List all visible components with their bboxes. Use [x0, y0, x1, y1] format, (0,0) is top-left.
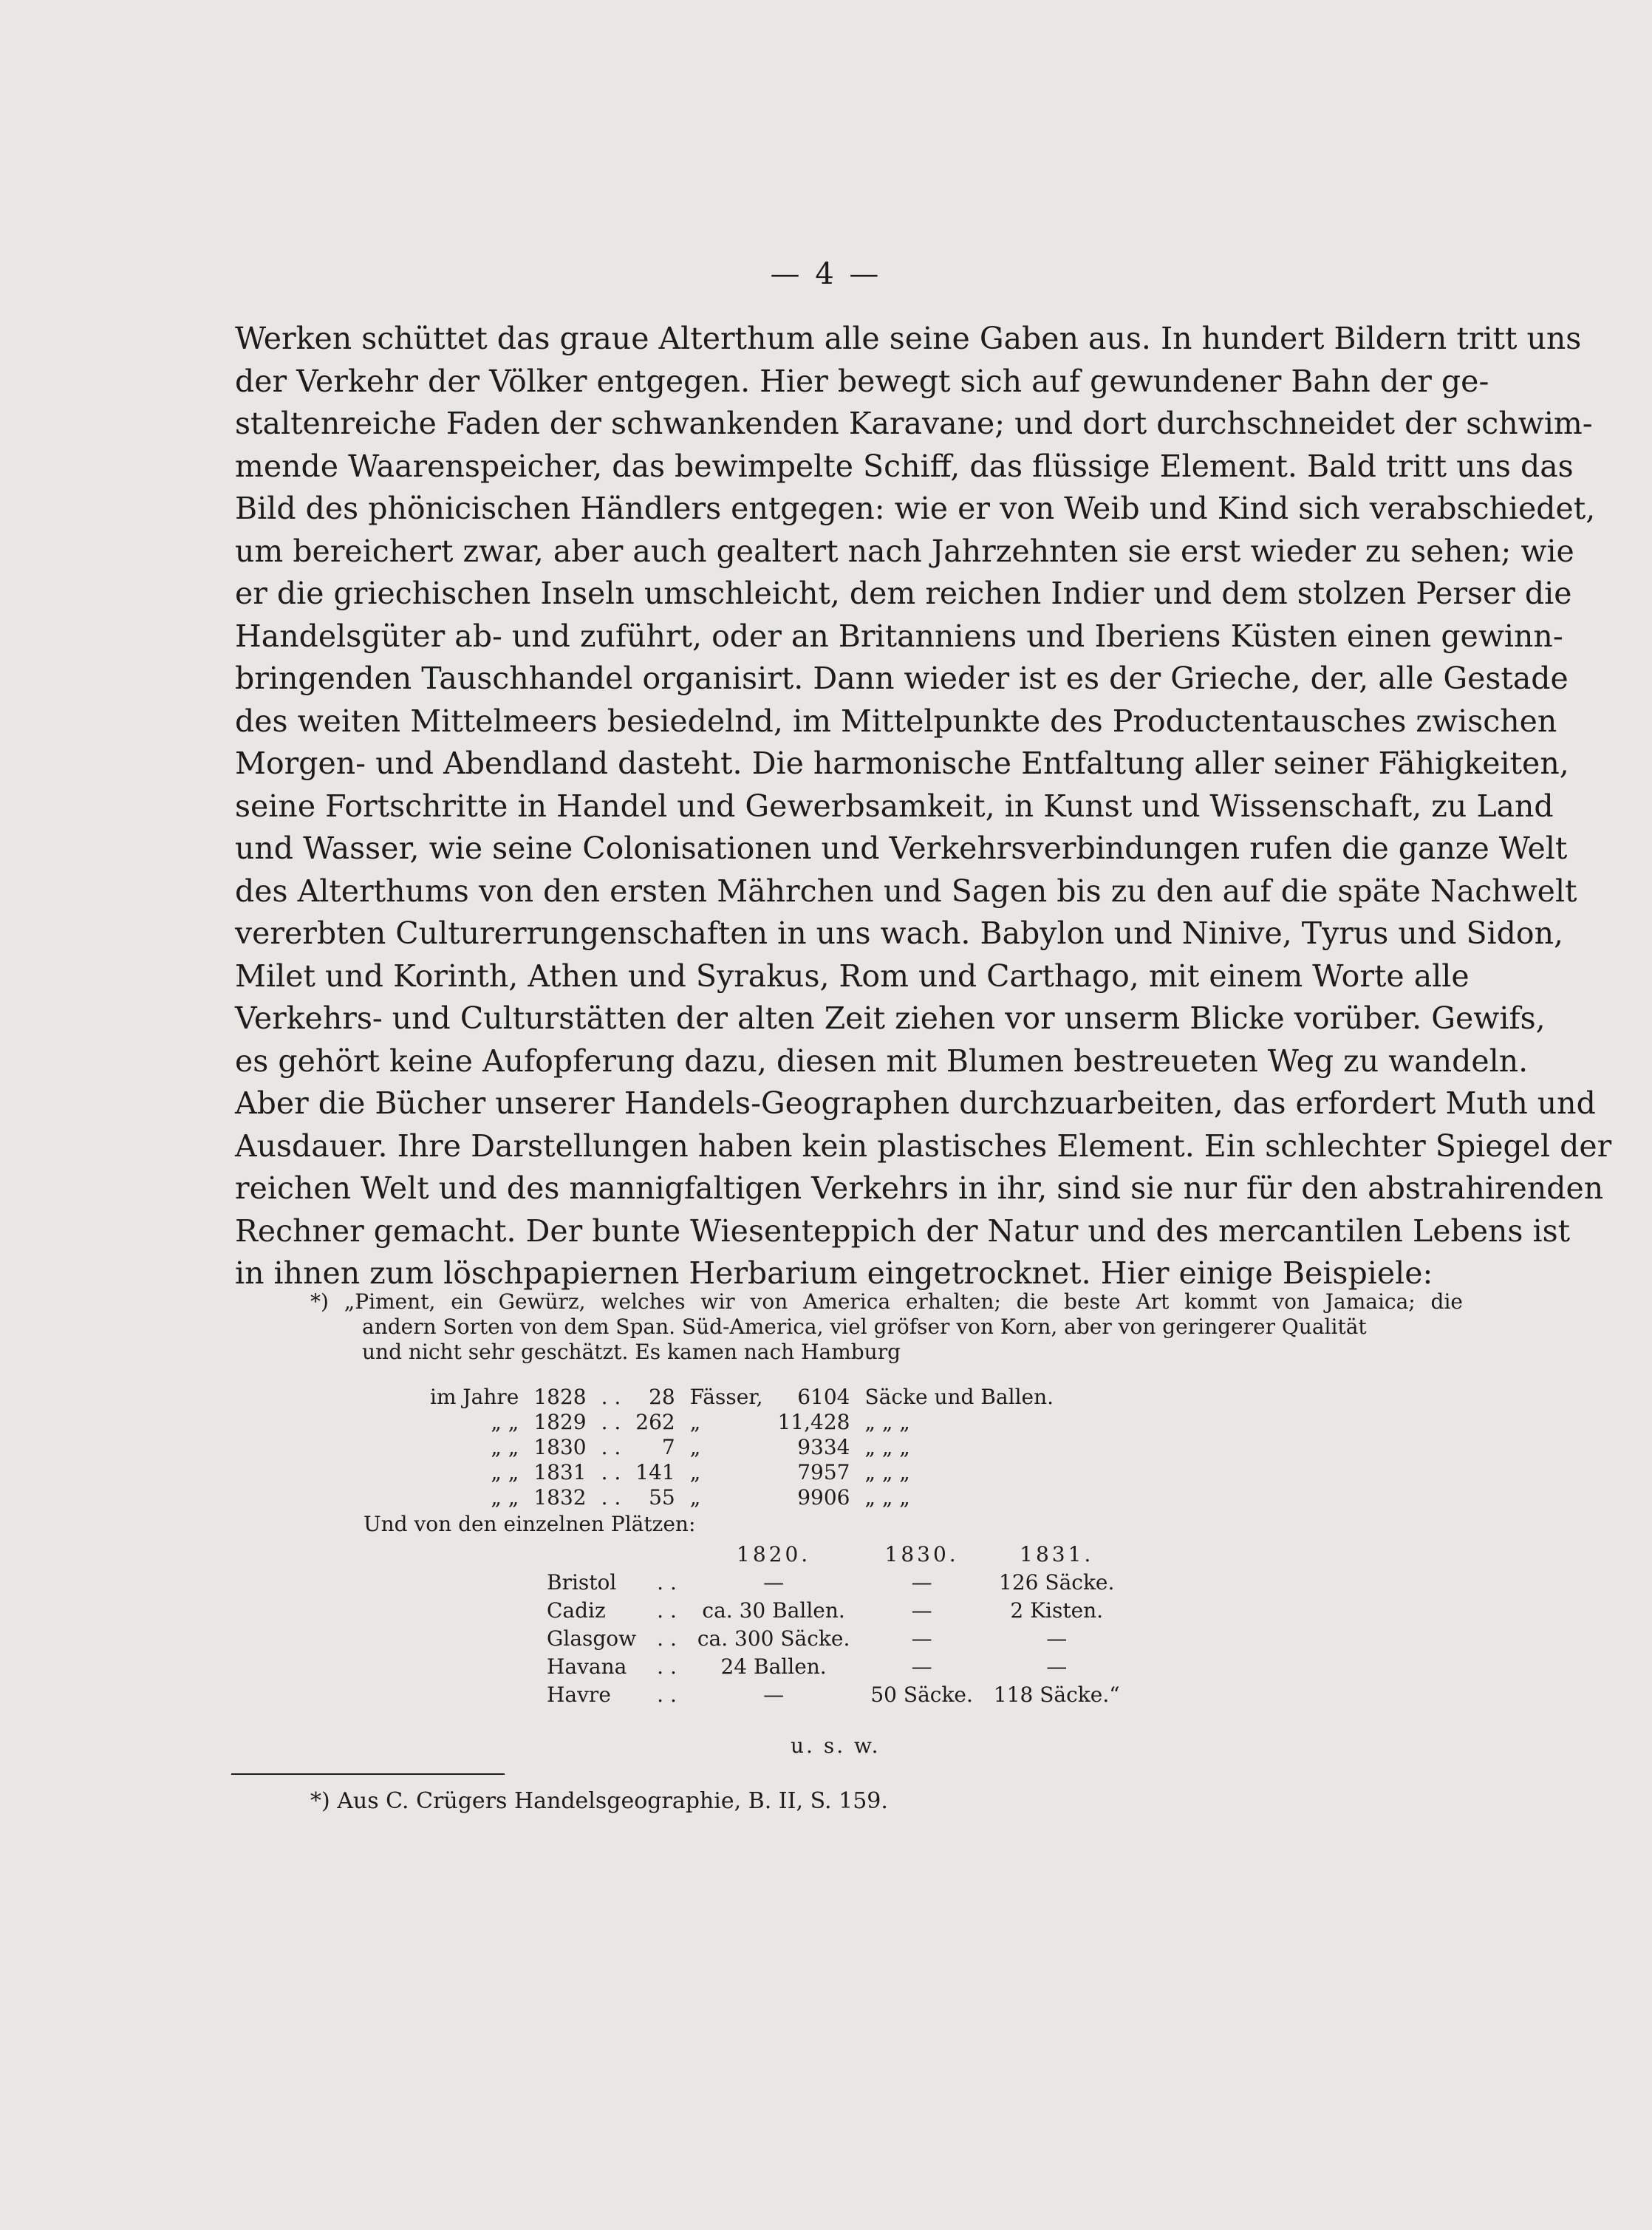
leader-dots: . .: [657, 1569, 677, 1595]
year-prefix: „ „: [491, 1409, 519, 1434]
quote-line: *) „Piment, ein Gewürz, welches wir von America erhalten; die beste Art kommt von Jamaica; die: [310, 1289, 1463, 1314]
value-1820: ca. 30 Ballen.: [702, 1598, 845, 1623]
value-1820: ca. 300 Säcke.: [697, 1626, 850, 1651]
column-header: 1820.: [737, 1541, 811, 1566]
place-name: Havre: [547, 1682, 611, 1707]
leader-dots: . .: [657, 1654, 677, 1679]
body-line: Werken schüttet das graue Alterthum alle seine Gaben aus. In hundert Bildern tritt uns: [235, 321, 1582, 356]
value-1831: 118 Säcke.“: [993, 1682, 1120, 1707]
body-line: Handelsgüter ab- und zuführt, oder an Britanniens und Iberiens Küsten einen gewinn-: [235, 618, 1563, 654]
place-name: Havana: [547, 1654, 627, 1679]
body-line: mende Waarenspeicher, das bewimpelte Schiff, das flüssige Element. Bald tritt uns das: [235, 448, 1574, 484]
body-paragraph: [235, 318, 1612, 1295]
leader-dots: . .: [601, 1459, 621, 1484]
year: 1831: [533, 1459, 587, 1484]
casks-unit: Fässer,: [689, 1384, 763, 1409]
body-line: Milet und Korinth, Athen und Syrakus, Rom und Carthago, mit einem Worte alle: [235, 958, 1470, 994]
body-line: in ihnen zum löschpapiernen Herbarium eingetrocknet. Hier einige Beispiele:: [235, 1255, 1433, 1291]
value-1831: —: [1046, 1626, 1068, 1651]
value-1830: —: [911, 1598, 932, 1623]
quote-line: andern Sorten von dem Span. Süd-America, viel gröfser von Korn, aber von geringerer Qualität: [362, 1315, 1367, 1339]
table-row: [423, 1484, 1061, 1510]
value-1830: —: [911, 1654, 932, 1679]
etcetera: u. s. w.: [791, 1733, 881, 1758]
leader-dots: . .: [601, 1384, 621, 1409]
body-line: reichen Welt und des mannigfaltigen Verkehrs in ihr, sind sie nur für den abstrahirenden: [235, 1170, 1604, 1206]
sacks-unit: „ „ „: [864, 1459, 910, 1484]
table-row: [547, 1652, 1130, 1680]
leader-dots: . .: [601, 1434, 621, 1459]
places-table: [547, 1540, 1130, 1708]
sacks-count: 9334: [797, 1434, 850, 1459]
table-row: [423, 1434, 1061, 1459]
value-1831: 2 Kisten.: [1010, 1598, 1104, 1623]
table-row: [547, 1568, 1130, 1596]
year-prefix: im Jahre: [430, 1384, 519, 1409]
leader-dots: . .: [657, 1682, 677, 1707]
casks-count: 262: [635, 1409, 675, 1434]
year: 1832: [533, 1484, 587, 1510]
year-prefix: „ „: [491, 1484, 519, 1510]
casks-unit: „: [689, 1484, 701, 1510]
table-row: [423, 1384, 1061, 1409]
sacks-unit: „ „ „: [864, 1434, 910, 1459]
body-line: und Wasser, wie seine Colonisationen und Verkehrsverbindungen rufen die ganze Welt: [235, 831, 1568, 866]
value-1830: —: [911, 1626, 932, 1651]
body-line: vererbten Culturerrungenschaften in uns wach. Babylon und Ninive, Tyrus und Sidon,: [235, 915, 1564, 951]
table-row: [547, 1596, 1130, 1624]
place-name: Glasgow: [547, 1626, 637, 1651]
year-prefix: „ „: [491, 1459, 519, 1484]
value-1831: 126 Säcke.: [999, 1569, 1115, 1595]
quoted-note: [310, 1289, 1463, 1365]
casks-count: 141: [635, 1459, 675, 1484]
value-1830: 50 Säcke.: [870, 1682, 973, 1707]
value-1820: —: [763, 1682, 785, 1707]
value-1830: —: [911, 1569, 932, 1595]
casks-unit: „: [689, 1409, 701, 1434]
body-line: der Verkehr der Völker entgegen. Hier bewegt sich auf gewundener Bahn der ge-: [235, 363, 1489, 399]
body-line: Rechner gemacht. Der bunte Wiesenteppich der Natur und des mercantilen Lebens ist: [235, 1213, 1571, 1249]
value-1820: 24 Ballen.: [720, 1654, 827, 1679]
body-line: des Alterthums von den ersten Mährchen und Sagen bis zu den auf die späte Nachwelt: [235, 873, 1577, 909]
places-intro: Und von den einzelnen Plätzen:: [363, 1512, 696, 1536]
quote-line: und nicht sehr geschätzt. Es kamen nach Hamburg: [362, 1340, 901, 1364]
year: 1829: [533, 1409, 587, 1434]
body-line: Morgen- und Abendland dasteht. Die harmonische Entfaltung aller seiner Fähigkeiten,: [235, 746, 1569, 781]
body-line: um bereichert zwar, aber auch gealtert nach Jahrzehnten sie erst wieder zu sehen; wie: [235, 533, 1574, 569]
year: 1828: [533, 1384, 587, 1409]
table-row: [547, 1624, 1130, 1652]
body-line: Ausdauer. Ihre Darstellungen haben kein plastisches Element. Ein schlechter Spiegel der: [235, 1128, 1612, 1164]
casks-count: 28: [649, 1384, 675, 1409]
place-name: Bristol: [547, 1569, 617, 1595]
place-name: Cadiz: [547, 1598, 606, 1623]
leader-dots: . .: [657, 1626, 677, 1651]
body-line: seine Fortschritte in Handel und Gewerbsamkeit, in Kunst und Wissenschaft, zu Land: [235, 788, 1554, 824]
leader-dots: . .: [601, 1484, 621, 1510]
body-line: Bild des phönicischen Händlers entgegen: wie er von Weib und Kind sich verabschiedet,: [235, 491, 1596, 526]
sacks-unit: Säcke und Ballen.: [864, 1384, 1054, 1409]
value-1831: —: [1046, 1654, 1068, 1679]
table-header-row: [547, 1540, 1130, 1568]
header-spacer: [547, 1540, 646, 1568]
table-row: [423, 1409, 1061, 1434]
leader-dots: . .: [601, 1409, 621, 1434]
table-row: [423, 1459, 1061, 1484]
body-line: es gehört keine Aufopferung dazu, diesen mit Blumen bestreueten Weg zu wandeln.: [235, 1043, 1529, 1079]
value-1820: —: [763, 1569, 785, 1595]
column-header: 1830.: [884, 1541, 959, 1566]
sacks-unit: „ „ „: [864, 1484, 910, 1510]
body-line: er die griechischen Inseln umschleicht, dem reichen Indier und dem stolzen Perser die: [235, 576, 1572, 611]
sacks-count: 7957: [797, 1459, 850, 1484]
footnote-rule: [231, 1773, 505, 1775]
casks-count: 55: [649, 1484, 675, 1510]
body-line: Verkehrs- und Culturstätten der alten Zeit ziehen vor unserm Blicke vorüber. Gewifs,: [235, 1000, 1546, 1036]
body-line: des weiten Mittelmeers besiedelnd, im Mittelpunkte des Productentausches zwischen: [235, 703, 1557, 739]
sacks-count: 11,428: [777, 1409, 850, 1434]
year: 1830: [533, 1434, 587, 1459]
header-spacer: [646, 1540, 687, 1568]
leader-dots: . .: [657, 1598, 677, 1623]
page-number: — 4 —: [770, 257, 882, 291]
sacks-unit: „ „ „: [864, 1409, 910, 1434]
casks-unit: „: [689, 1434, 701, 1459]
body-line: Aber die Bücher unserer Handels-Geographen durchzuarbeiten, das erfordert Muth und: [235, 1085, 1596, 1121]
footnote: *) Aus C. Crügers Handelsgeographie, B. II, S. 159.: [310, 1788, 888, 1814]
body-line: bringenden Tauschhandel organisirt. Dann wieder ist es der Grieche, der, alle Gestade: [235, 661, 1569, 696]
year-prefix: „ „: [491, 1434, 519, 1459]
body-line: staltenreiche Faden der schwankenden Karavane; und dort durchschneidet der schwim-: [235, 406, 1593, 441]
table-row: [547, 1680, 1130, 1708]
hamburg-import-table: [423, 1384, 1061, 1510]
sacks-count: 9906: [797, 1484, 850, 1510]
casks-count: 7: [661, 1434, 675, 1459]
sacks-count: 6104: [797, 1384, 850, 1409]
column-header: 1831.: [1020, 1541, 1094, 1566]
casks-unit: „: [689, 1459, 701, 1484]
